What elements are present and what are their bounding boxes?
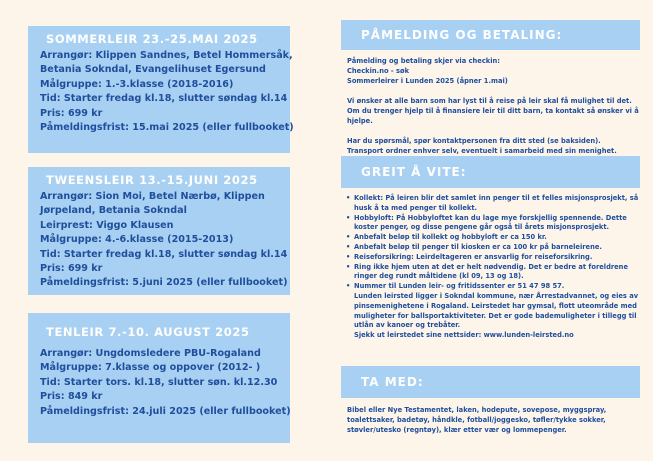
camp-line: Målgruppe: 1.-3.klasse (2018-2016): [40, 78, 234, 90]
camp-title: SOMMERLEIR 23.-25.MAI 2025: [46, 32, 258, 46]
list-item: • Reiseforsikring: Leirdeltageren er ansvarlig for reiseforsikring.: [346, 253, 643, 263]
camp-line: Tid: Starter fredag kl.18, slutter søndag kl.14: [40, 248, 288, 260]
list-item: • Nummer til Lunden leir- og fritidssenter er 51 47 98 57.: [346, 282, 643, 292]
tips-heading: GREIT Å VITE:: [341, 156, 640, 188]
payment-line: Checkin.no - søk: [347, 67, 410, 75]
list-item: • Anbefalt beløp til penger til kiosken er ca 100 kr på barneleirene.: [346, 243, 643, 253]
camp-line: Leirprest: Viggo Klausen: [40, 219, 174, 231]
camp-line: Arrangør: Klippen Sandnes, Betel Hommersåk,: [40, 50, 293, 61]
bring-text: Bibel eller Nye Testamentet, laken, hodepute, sovepose, myggspray, toalettsaker, badetøy, håndkle, fotball/joggesko, tøfler/tykke sokker, støvler/utesko (regntøy), klær etter vær og lommepenger.: [347, 406, 607, 434]
camp-title: TENLEIR 7.-10. AUGUST 2025: [46, 325, 250, 339]
camp-line: Arrangør: Ungdomsledere PBU-Rogaland: [40, 348, 261, 359]
list-item: • Ring ikke hjem uten at det er helt nødvendig. Det er bedre at foreldrene ringer deg rundt måltidene (kl 09, 13 og 18).: [346, 263, 643, 283]
payment-help: Vi ønsker at alle barn som har lyst til å reise på leir skal få mulighet til det. Om du trenger hjelp til å finansiere leir til ditt barn, ta kontakt så ønsker vi å hjelpe.: [347, 97, 639, 125]
payment-contact: Har du spørsmål, spør kontaktpersonen fra ditt sted (se baksiden).: [347, 137, 601, 145]
camp-line: Påmeldingsfrist: 5.juni 2025 (eller fullbooket): [40, 277, 288, 289]
tips-section: [346, 194, 643, 341]
camp-line: Pris: 699 kr: [40, 107, 103, 119]
list-item: • Anbefalt beløp til kollekt og hobbyloft er ca 150 kr.: [346, 233, 643, 243]
camp-line: Tid: Starter tors. kl.18, slutter søn. kl.12.30: [40, 376, 278, 388]
website-line: Sjekk ut leirstedet sine nettsider: www.lunden-leirsted.no: [354, 331, 574, 340]
camp-line: Pris: 849 kr: [40, 391, 103, 403]
camp-line: Pris: 699 kr: [40, 263, 103, 275]
camp-line: Påmeldingsfrist: 24.juli 2025 (eller fullbooket): [40, 405, 291, 417]
payment-transport: Transport ordner enhver selv, eventuelt i samarbeid med sin menighet.: [347, 147, 617, 155]
list-item: • Hobbyloft: På Hobbyloftet kan du lage mye forskjellig spennende. Dette koster penger, og disse pengene går også til årets misjonsprosjekt.: [346, 214, 643, 234]
venue-description: Lunden leirsted ligger i Sokndal kommune, nær Årrestadvannet, og eies av pinsemenighetene i Rogaland. Leirstedet har gymsal, flott uteområde med muligheter for ballsportaktiviteter. Det er gode bademuligheter i tillegg til utlån av kanoer og trebåter.: [354, 291, 639, 330]
bring-heading: TA MED:: [341, 366, 640, 398]
camp-line: Arrangør: Sion Moi, Betel Nærbø, Klippen: [40, 191, 265, 202]
payment-line: Påmelding og betaling skjer via checkin:: [347, 57, 500, 65]
camp-title: TWEENSLEIR 13.-15.JUNI 2025: [46, 173, 258, 187]
payment-line: Sommerleirer i Lunden 2025 (åpner 1.mai): [347, 77, 508, 85]
camp-line: Målgruppe: 4.-6.klasse (2015-2013): [40, 234, 234, 246]
camp-line: Jørpeland, Betania Sokndal: [40, 205, 187, 217]
camp-box-tweensleir: [28, 167, 290, 295]
list-item: • Kollekt: På leiren blir det samlet inn penger til et felles misjonsprosjekt, så husk å ta med penger til kollekt.: [346, 194, 643, 214]
camp-line: Målgruppe: 7.klasse og oppover (2012- ): [40, 362, 261, 374]
payment-section: [347, 56, 643, 156]
camp-box-sommerleir: [28, 26, 294, 153]
bring-list: [347, 405, 643, 435]
payment-heading: PÅMELDING OG BETALING:: [341, 20, 640, 50]
camp-line: Betania Sokndal, Evangelihuset Egersund: [40, 64, 266, 76]
camp-box-tenleir: [28, 313, 290, 443]
camp-line: Tid: Starter fredag kl.18, slutter søndag kl.14: [40, 93, 288, 105]
camp-line: Påmeldingsfrist: 15.mai 2025 (eller fullbooket): [40, 122, 294, 134]
